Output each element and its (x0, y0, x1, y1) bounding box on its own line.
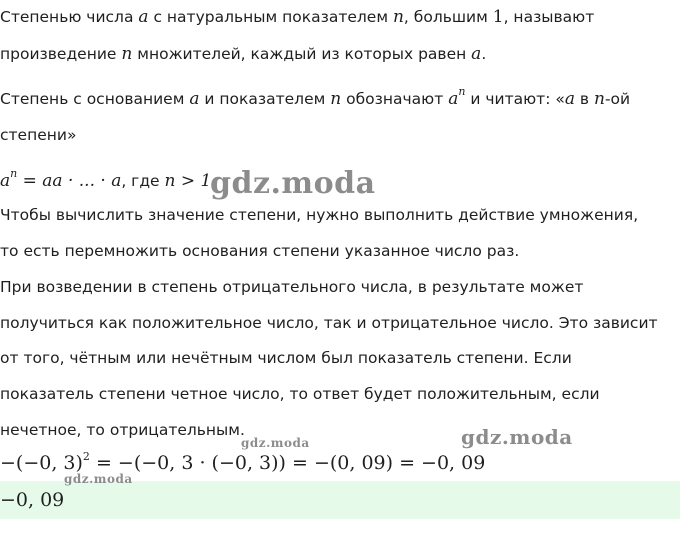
paragraph-4-line-3: от того, чётным или нечётным числом был показатель степени. Если (0, 349, 572, 367)
paragraph-4-line-5: нечетное, то отрицательным. (0, 421, 245, 439)
paragraph-3-line-2: то есть перемножить основания степени указанное число раз. (0, 242, 520, 260)
var-a: a (471, 44, 482, 64)
watermark-small-2: gdz.moda (64, 472, 133, 486)
definition-line-1: Степенью числа a с натуральным показателем n, большим 1, называют (0, 7, 595, 27)
paragraph-4-line-2: получиться как положительное число, так и отрицательное число. Это зависит (0, 314, 658, 332)
definition-line-2: произведение n множителей, каждый из которых равен a. (0, 44, 487, 64)
answer-value: −0, 09 (0, 489, 65, 511)
var-n: n (392, 7, 404, 27)
watermark-small-1: gdz.moda (241, 436, 310, 450)
watermark-large: gdz.moda (210, 166, 376, 201)
power-notation: $a^n$ (448, 85, 466, 109)
paragraph-3-line-1: Чтобы вычислить значение степени, нужно выполнить действие умножения, (0, 206, 639, 224)
answer-highlight (0, 481, 680, 519)
watermark-medium: gdz.moda (461, 425, 573, 449)
power-formula: $a^n$ = aa · ... · a, где n > 1 (0, 167, 212, 191)
number-one: 1 (492, 7, 504, 27)
var-a: a (138, 7, 149, 27)
notation-line-1: Степень с основанием a и показателем n обозначают $a^n$ и читают: «a в n-ой (0, 85, 631, 109)
var-n: n (121, 44, 133, 64)
paragraph-4-line-1: При возведении в степень отрицательного числа, в результате может (0, 278, 584, 296)
notation-line-2: степени» (0, 126, 77, 144)
paragraph-4-line-4: показатель степени четное число, то ответ будет положительным, если (0, 385, 600, 403)
solution-equation: −(−0, 3)$^2$ = −(−0, 3 · (−0, 3)) = −(0, 09) = −0, 09 (0, 449, 486, 474)
